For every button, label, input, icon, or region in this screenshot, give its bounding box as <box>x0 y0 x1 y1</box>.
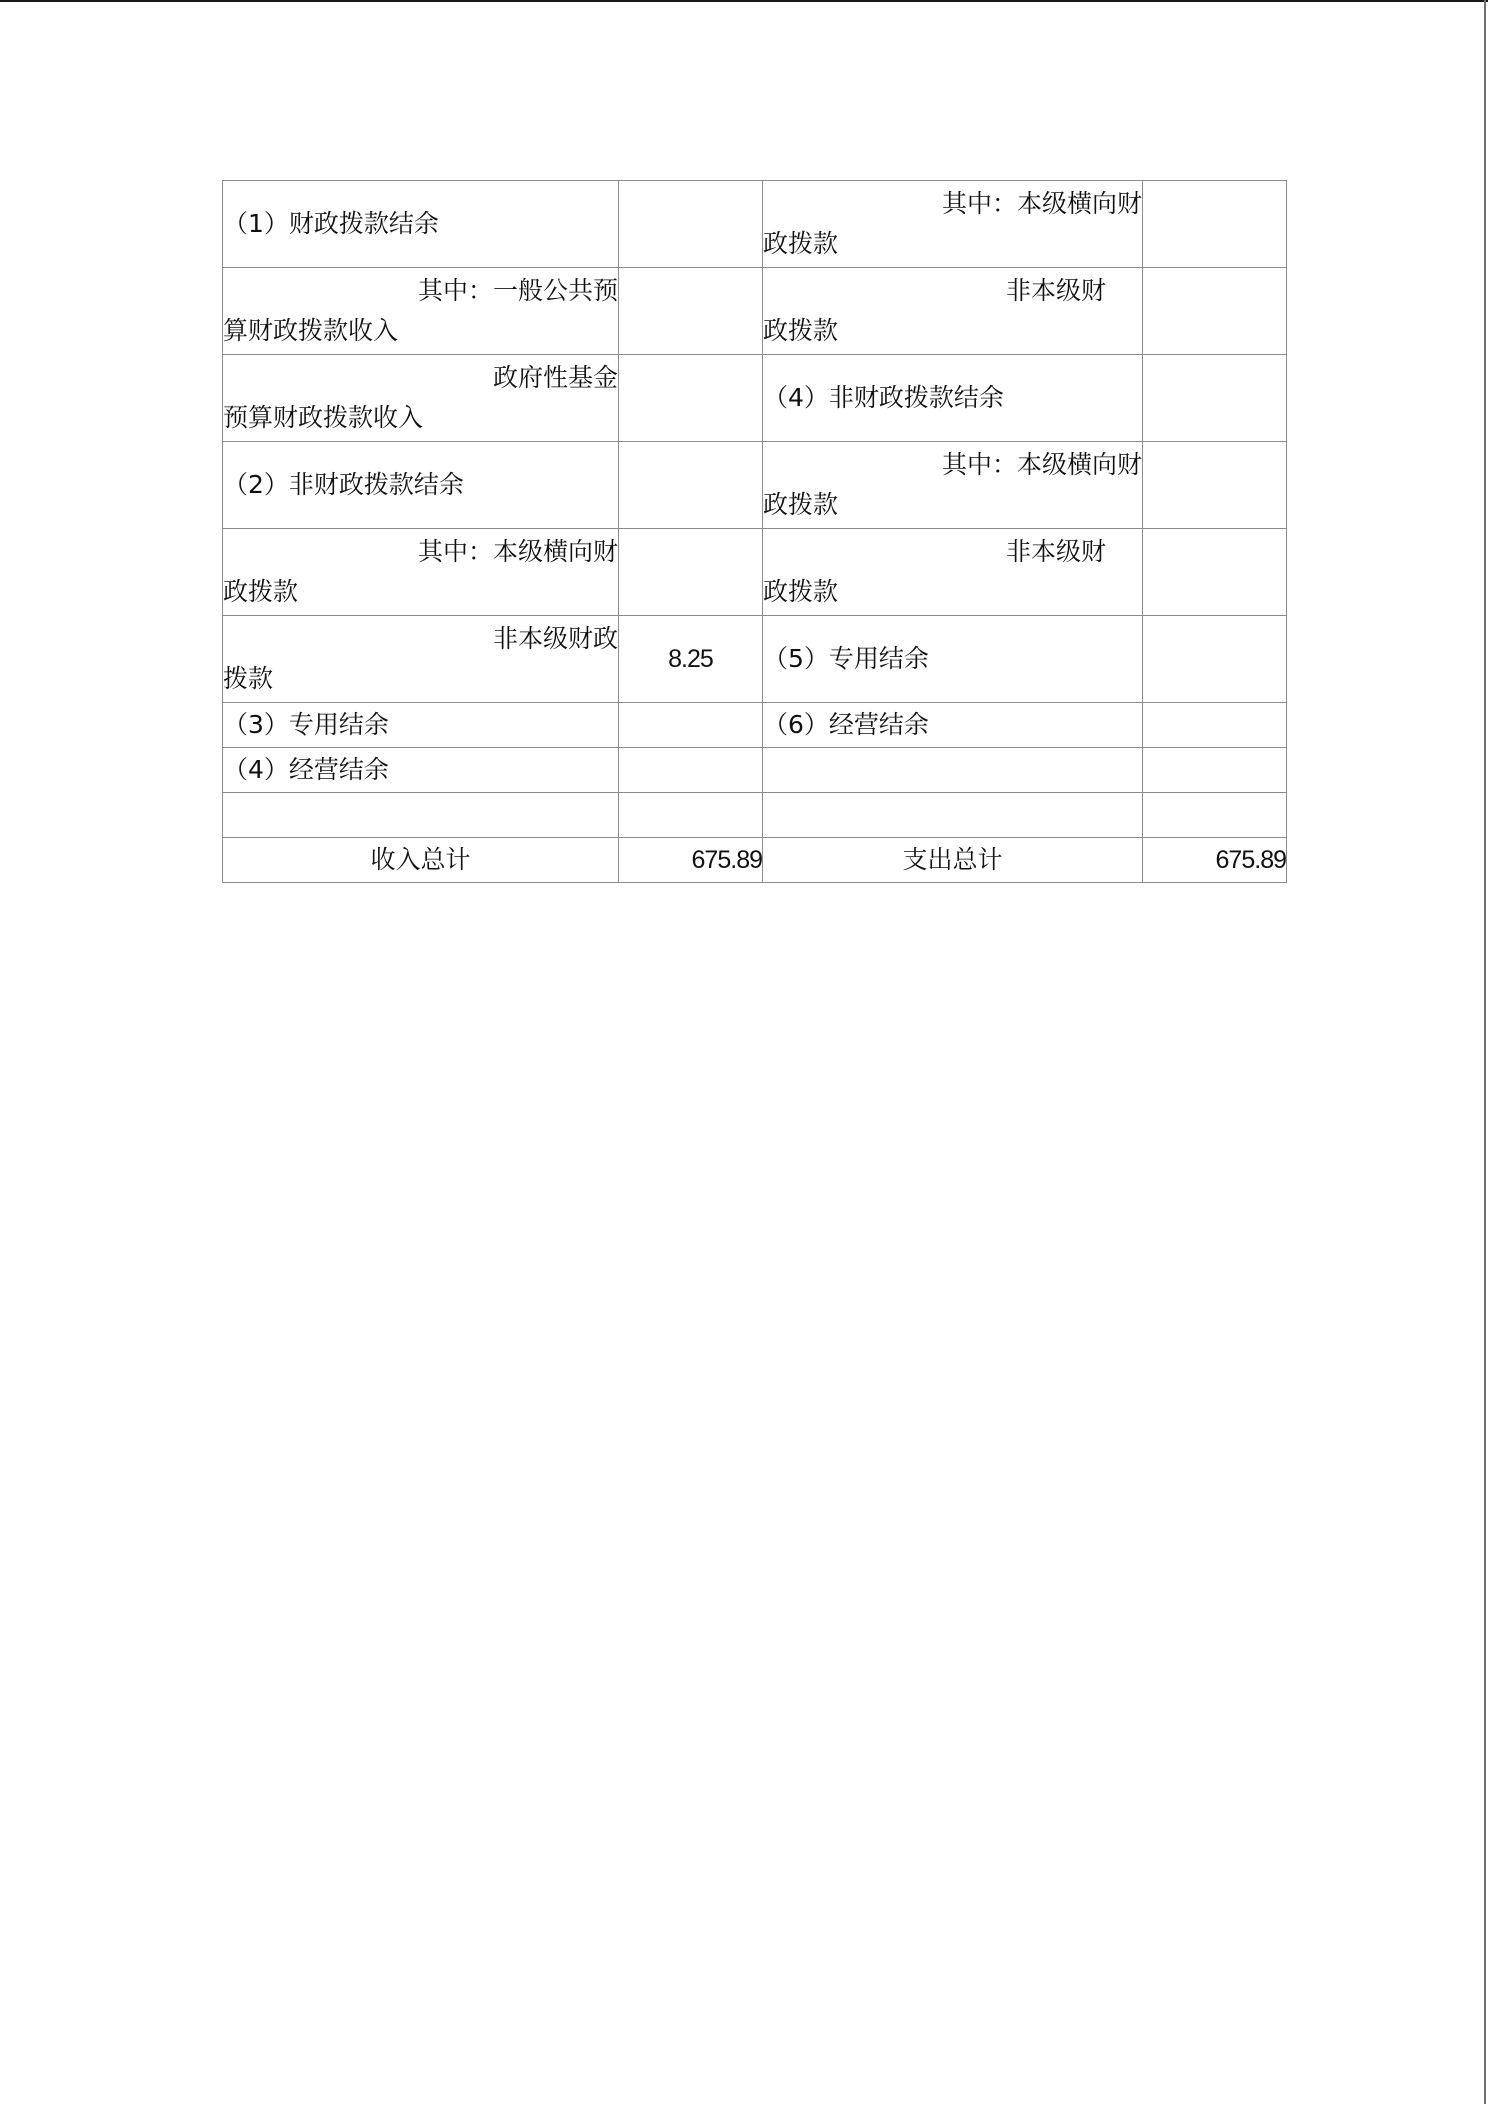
income-item-value <box>619 748 763 793</box>
expense-item-label <box>763 793 1143 838</box>
income-item-value <box>619 181 763 268</box>
table-row <box>223 748 1287 793</box>
table-row <box>223 703 1287 748</box>
table-row <box>223 181 1287 268</box>
expense-total-value: 675.89 <box>1143 838 1287 883</box>
table-row <box>223 355 1287 442</box>
income-item-label: 其中：本级横向财 政拨款 <box>223 529 619 616</box>
income-item-label: （1）财政拨款结余 <box>223 181 619 268</box>
income-total-label: 收入总计 <box>223 838 619 883</box>
expense-item-label: （6）经营结余 <box>763 703 1143 748</box>
income-item-value <box>619 355 763 442</box>
expense-item-value <box>1143 268 1287 355</box>
expense-item-label <box>763 748 1143 793</box>
expense-item-value <box>1143 355 1287 442</box>
table-row <box>223 529 1287 616</box>
table-row <box>223 268 1287 355</box>
expense-item-value <box>1143 748 1287 793</box>
income-item-label <box>223 793 619 838</box>
budget-balance-table <box>222 180 1287 883</box>
income-item-value <box>619 529 763 616</box>
income-total-value: 675.89 <box>619 838 763 883</box>
expense-item-value <box>1143 793 1287 838</box>
income-item-value: 8.25 <box>619 616 763 703</box>
expense-item-label: 非本级财 政拨款 <box>763 529 1143 616</box>
table-row <box>223 793 1287 838</box>
expense-item-value <box>1143 529 1287 616</box>
expense-item-label: （5）专用结余 <box>763 616 1143 703</box>
income-item-label: 非本级财政 拨款 <box>223 616 619 703</box>
income-item-label: （3）专用结余 <box>223 703 619 748</box>
income-item-value <box>619 268 763 355</box>
expense-item-label: 其中：本级横向财 政拨款 <box>763 181 1143 268</box>
income-item-value <box>619 703 763 748</box>
expense-total-label: 支出总计 <box>763 838 1143 883</box>
expense-item-label: 其中：本级横向财 政拨款 <box>763 442 1143 529</box>
page-top-border <box>0 0 1488 2</box>
table-row <box>223 616 1287 703</box>
expense-item-value <box>1143 442 1287 529</box>
income-item-value <box>619 793 763 838</box>
table-row <box>223 442 1287 529</box>
income-item-label: （4）经营结余 <box>223 748 619 793</box>
expense-item-value <box>1143 181 1287 268</box>
totals-row <box>223 838 1287 883</box>
expense-item-label: 非本级财 政拨款 <box>763 268 1143 355</box>
income-item-label: （2）非财政拨款结余 <box>223 442 619 529</box>
income-item-label: 政府性基金 预算财政拨款收入 <box>223 355 619 442</box>
income-item-value <box>619 442 763 529</box>
expense-item-label: （4）非财政拨款结余 <box>763 355 1143 442</box>
income-item-label: 其中：一般公共预 算财政拨款收入 <box>223 268 619 355</box>
expense-item-value <box>1143 703 1287 748</box>
page-right-border <box>1484 0 1486 2104</box>
expense-item-value <box>1143 616 1287 703</box>
